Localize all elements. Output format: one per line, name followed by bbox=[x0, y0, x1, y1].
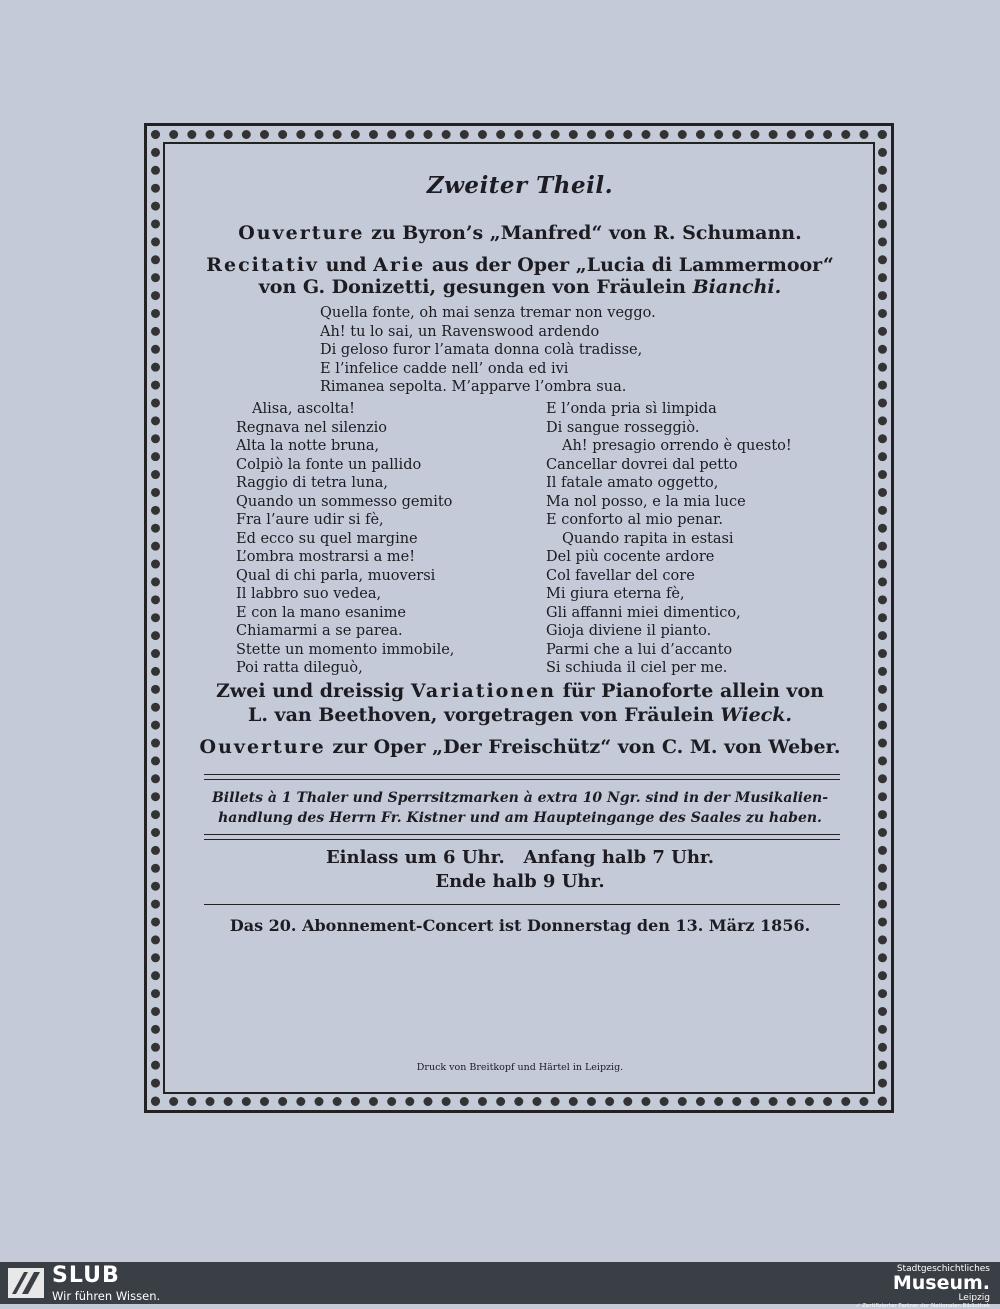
recitative-text bbox=[320, 304, 740, 397]
museum-line2: Museum. bbox=[892, 1272, 990, 1294]
aria-line: Alisa, ascolta! bbox=[252, 401, 355, 417]
aria-line: Il fatale amato oggetto, bbox=[546, 475, 719, 491]
museum-line1: Stadtgeschichtliches bbox=[896, 1264, 990, 1274]
recitative-line: Quella fonte, oh mai senza tremar non veggo. bbox=[320, 305, 656, 321]
item-lucia-line2 bbox=[170, 276, 870, 298]
item-manfred-text: zu Byron’s „Manfred“ von R. Schumann. bbox=[364, 222, 802, 244]
aria-line: Gli affanni miei dimentico, bbox=[546, 604, 741, 621]
item-freischuetz bbox=[170, 736, 870, 758]
aria-line: Ah! presagio orrendo è questo! bbox=[562, 438, 792, 454]
slub-name: SLUB bbox=[52, 1263, 120, 1288]
section-title: Zweiter Theil. bbox=[426, 172, 614, 199]
museum-line3: Leipzig bbox=[958, 1293, 990, 1303]
aria-line: Cancellar dovrei dal petto bbox=[546, 456, 738, 473]
aria-line: Quando un sommesso gemito bbox=[236, 493, 453, 510]
aria-line: Del più cocente ardore bbox=[546, 549, 715, 565]
admission-times bbox=[170, 846, 870, 894]
viewer-footer bbox=[0, 1262, 1000, 1309]
recitative-line: Rimanea sepolta. M’apparve l’ombra sua. bbox=[320, 379, 627, 395]
aria-line: Alta la notte bruna, bbox=[236, 438, 380, 454]
variations-spaced: Variationen bbox=[410, 680, 557, 702]
aria-line: Si schiuda il ciel per me. bbox=[546, 660, 728, 676]
einlass-line: Ende halb 9 Uhr. bbox=[435, 871, 605, 892]
aria-line: E con la mano esanime bbox=[236, 604, 406, 621]
performer-bianchi: Bianchi. bbox=[692, 276, 782, 298]
freischuetz-prefix: Ouverture bbox=[199, 736, 326, 758]
item-manfred-prefix: Ouverture bbox=[238, 222, 365, 244]
item-lucia bbox=[170, 254, 870, 276]
freischuetz-text: zur Oper „Der Freischütz“ von C. M. von Weber. bbox=[325, 736, 841, 758]
item-lucia-prefix: Recitativ bbox=[206, 254, 319, 276]
double-rule bbox=[204, 834, 840, 840]
recitative-line: Di geloso furor l’amata donna colà tradisse, bbox=[320, 342, 643, 358]
aria-line: Ed ecco su quel margine bbox=[236, 530, 418, 547]
recitative-line: Ah! tu lo sai, un Ravenswood ardendo bbox=[320, 323, 600, 340]
double-rule bbox=[204, 774, 840, 780]
aria-line: Regnava nel silenzio bbox=[236, 419, 388, 436]
variations-pre: Zwei und dreissig bbox=[216, 680, 411, 702]
billets-notice bbox=[170, 788, 870, 828]
aria-line: Gioja diviene il pianto. bbox=[546, 623, 712, 639]
aria-line: Chiamarmi a se parea. bbox=[236, 623, 403, 639]
item-lucia-mid: und bbox=[318, 254, 374, 276]
item-manfred bbox=[170, 222, 870, 244]
aria-right-column bbox=[546, 400, 792, 678]
printer-imprint: Druck von Breitkopf und Härtel in Leipzig. bbox=[416, 1062, 624, 1073]
item-variations-line2 bbox=[170, 704, 870, 726]
aria-line: Col favellar del core bbox=[546, 567, 695, 584]
next-concert-notice: Das 20. Abonnement-Concert ist Donnerstag den 13. März 1856. bbox=[229, 916, 811, 935]
billets-line: Billets à 1 Thaler und Sperrsitzmarken à extra 10 Ngr. sind in der Musikalien- bbox=[211, 790, 829, 806]
einlass-line: Einlass um 6 Uhr. Anfang halb 7 Uhr. bbox=[325, 847, 715, 868]
aria-line: Qual di chi parla, muoversi bbox=[236, 567, 436, 584]
aria-line: E l’onda pria sì limpida bbox=[546, 401, 717, 417]
single-rule bbox=[204, 904, 840, 905]
item-variations bbox=[170, 680, 870, 702]
item-lucia-composer: von G. Donizetti, gesungen von Fräulein bbox=[258, 276, 693, 298]
performer-wieck: Wieck. bbox=[720, 704, 793, 726]
aria-line: Colpiò la fonte un pallido bbox=[236, 456, 422, 473]
aria-line: Raggio di tetra luna, bbox=[236, 475, 388, 491]
variations-post: für Pianoforte allein von bbox=[556, 680, 824, 702]
slub-tagline: Wir führen Wissen. bbox=[52, 1289, 161, 1303]
aria-line: E conforto al mio penar. bbox=[546, 512, 723, 528]
aria-line: Ma nol posso, e la mia luce bbox=[546, 493, 746, 510]
programme-content bbox=[170, 150, 870, 1090]
item-lucia-text: aus der Oper „Lucia di Lammermoor“ bbox=[425, 254, 834, 276]
billets-line: handlung des Herrn Fr. Kistner und am Haupteingange des Saales zu haben. bbox=[218, 810, 822, 826]
aria-left-column bbox=[236, 400, 454, 678]
recitative-line: E l’infelice cadde nell’ onda ed ivi bbox=[320, 360, 569, 377]
aria-line: L’ombra mostrarsi a me! bbox=[236, 549, 416, 565]
aria-line: Stette un momento immobile, bbox=[236, 641, 455, 658]
slub-logo-icon bbox=[8, 1268, 44, 1298]
item-lucia-prefix2: Arie bbox=[373, 254, 426, 276]
aria-line: Poi ratta dileguò, bbox=[236, 660, 363, 676]
aria-line: Di sangue rosseggiò. bbox=[546, 419, 700, 436]
aria-line: Quando rapita in estasi bbox=[562, 530, 734, 547]
museum-logo bbox=[856, 1264, 990, 1309]
aria-line: Mi giura eterna fè, bbox=[546, 586, 685, 602]
aria-line: Fra l’aure udir si fè, bbox=[236, 512, 384, 528]
aria-line: Il labbro suo vedea, bbox=[236, 586, 382, 602]
aria-line: Parmi che a lui d’accanto bbox=[546, 641, 733, 658]
variations-composer: L. van Beethoven, vorgetragen von Fräulein bbox=[247, 704, 721, 726]
museum-line4: ✓ Zertifizierter Partner der Nationalen Bibliothek bbox=[855, 1303, 990, 1309]
